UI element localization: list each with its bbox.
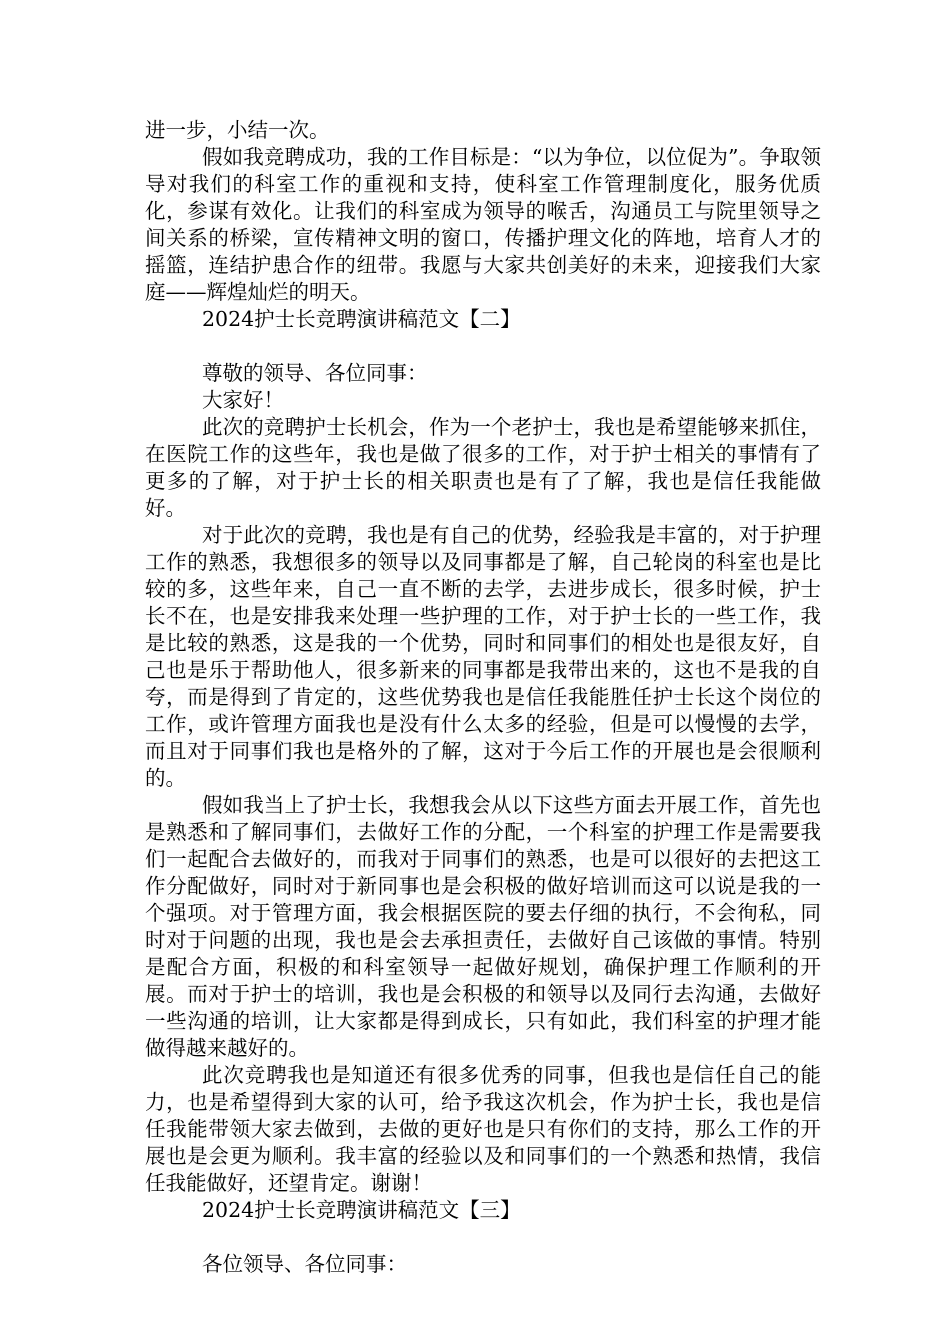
blank-line <box>145 1224 821 1251</box>
greeting-two: 大家好！ <box>202 388 284 412</box>
salutation-three: 各位领导、各位同事： <box>202 1252 407 1276</box>
paragraph-plans: 假如我当上了护士长，我想我会从以下这些方面去开展工作，首先也是熟悉和了解同事们，去做好工作的分配，一个科室的护理工作是需要我们一起配合去做好的，而我对于同事们的熟悉，也是可以很好的去把这工作分配做好，同时对于新同事也是会积极的做好培训而这可以说是我的一个强项。对于管理方面，我会根据医院的要去仔细的执行，不会徇私，同时对于问题的出现，我也是会去承担责任，去做好自己该做的事情。特别是配合方面，积极的和科室领导一起做好规划，确保护理工作顺利的开展。而对于护士的培训，我也是会积极的和领导以及同行去沟通，去做好一些沟通的培训，让大家都是得到成长，只有如此，我们科室的护理才能做得越来越好的。 <box>145 793 821 1060</box>
paragraph-closing: 此次竞聘我也是知道还有很多优秀的同事，但我也是信任自己的能力，也是希望得到大家的认可，给予我这次机会，作为护士长，我也是信任我能带领大家去做到，去做的更好也是只有你们的支持，那么工作的开展也是会更为顺利。我丰富的经验以及和同事们的一个熟悉和热情，我信任我能做好，还望肯定。谢谢！ <box>145 1063 821 1195</box>
section-heading-two: 2024护士长竞聘演讲稿范文【二】 <box>202 307 521 331</box>
paragraph-continuation: 进一步，小结一次。 <box>145 118 330 142</box>
salutation-two: 尊敬的领导、各位同事： <box>202 361 428 385</box>
document-body <box>145 117 821 1278</box>
blank-line <box>145 333 821 360</box>
paragraph-work-goals: 假如我竞聘成功，我的工作目标是：“以为争位，以位促为”。争取领导对我们的科室工作的重视和支持，使科室工作管理制度化，服务优质化，参谋有效化。让我们的科室成为领导的喉舌，沟通员工与院里领导之间关系的桥梁，宣传精神文明的窗口，传播护理文化的阵地，培育人才的摇篮，连结护患合作的纽带。我愿与大家共创美好的未来，迎接我们大家庭——辉煌灿烂的明天。 <box>145 145 821 304</box>
paragraph-opportunity: 此次的竞聘护士长机会，作为一个老护士，我也是希望能够来抓住，在医院工作的这些年，我也是做了很多的工作，对于护士相关的事情有了更多的了解，对于护士长的相关职责也是有了了解，我也是信任我能做好。 <box>145 415 821 520</box>
paragraph-advantages: 对于此次的竞聘，我也是有自己的优势，经验我是丰富的，对于护理工作的熟悉，我想很多的领导以及同事都是了解，自己轮岗的科室也是比较的多，这些年来，自己一直不断的去学，去进步成长，很多时候，护士长不在，也是安排我来处理一些护理的工作，对于护士长的一些工作，我是比较的熟悉，这是我的一个优势，同时和同事们的相处也是很友好，自己也是乐于帮助他人，很多新来的同事都是我带出来的，这也不是我的自夸，而是得到了肯定的，这些优势我也是信任我能胜任护士长这个岗位的工作，或许管理方面我也是没有什么太多的经验，但是可以慢慢的去学，而且对于同事们我也是格外的了解，这对于今后工作的开展也是会很顺利的。 <box>145 523 821 790</box>
section-heading-three: 2024护士长竞聘演讲稿范文【三】 <box>202 1198 521 1222</box>
